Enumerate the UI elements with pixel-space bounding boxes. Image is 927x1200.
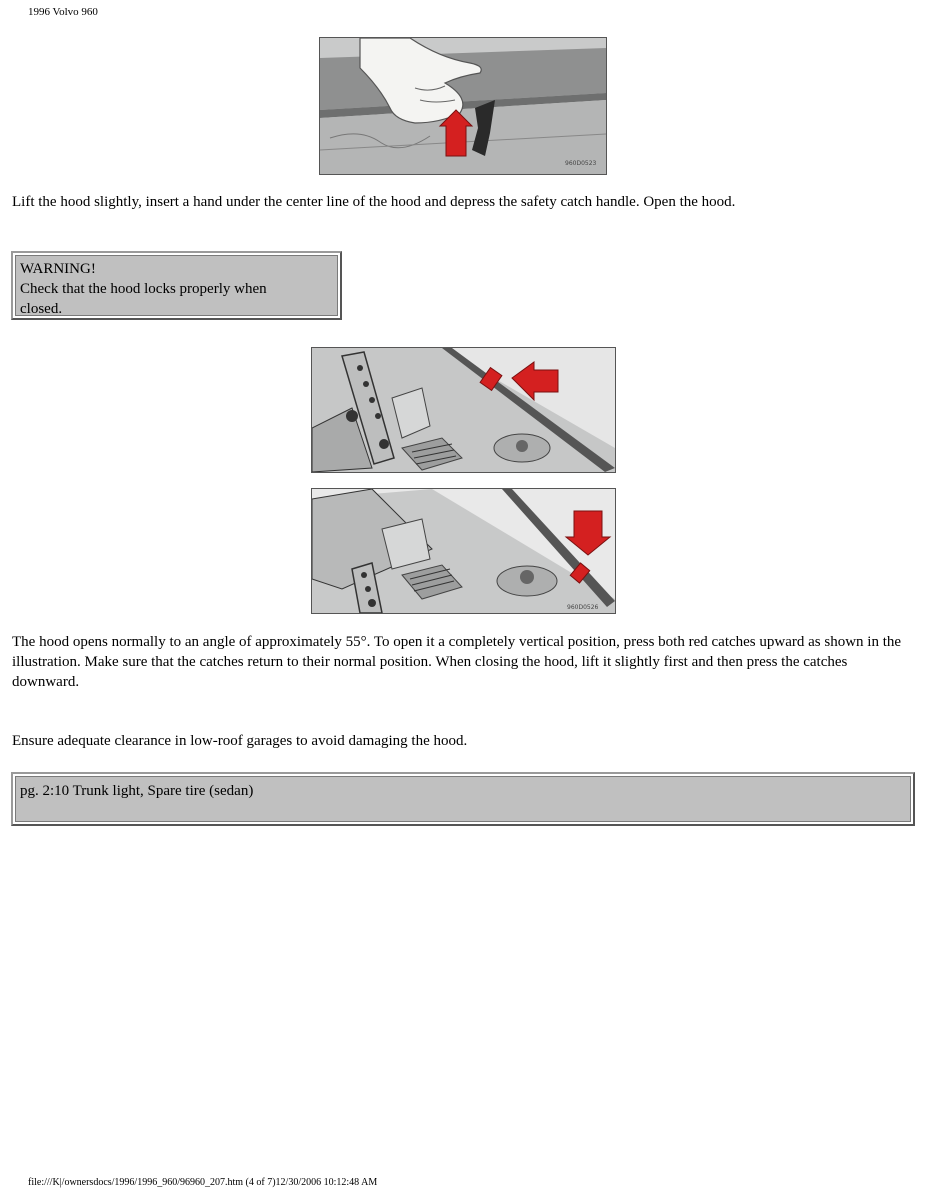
warning-line-1: Check that the hood locks properly when <box>20 281 267 297</box>
figure-code-label: 960D0523 <box>565 160 597 167</box>
page-header-title: 1996 Volvo 960 <box>28 6 98 18</box>
hood-hinge-catch-illustration-lower <box>311 488 616 614</box>
instruction-paragraph-3: Ensure adequate clearance in low-roof garages to avoid damaging the hood. <box>12 733 468 749</box>
hood-hinge-catch-illustration-upper <box>311 347 616 473</box>
next-page-nav-box <box>11 772 915 826</box>
next-page-link[interactable]: pg. 2:10 Trunk light, Spare tire (sedan) <box>20 783 254 799</box>
hood-safety-catch-illustration <box>319 37 607 175</box>
instruction-paragraph-2: The hood opens normally to an angle of approximately 55°. To open it a completely vertical position, press both red catches upward as shown in the illustration. Make sure that the catches return to their normal position. When closing the hood, lift it slightly first and then press the catches downward. <box>12 634 902 690</box>
warning-line-2: closed. <box>20 301 63 317</box>
hood-safety-catch-drawing <box>320 38 606 174</box>
hood-hinge-lower-drawing <box>312 489 615 613</box>
figure-code-label: 960D0526 <box>567 604 599 611</box>
page-footer-path: file:///K|/ownersdocs/1996/1996_960/96960_207.htm (4 of 7)12/30/2006 10:12:48 AM <box>28 1177 378 1188</box>
warning-title: WARNING! <box>20 261 96 277</box>
warning-box <box>11 251 342 320</box>
instruction-paragraph-1: Lift the hood slightly, insert a hand under the center line of the hood and depress the safety catch handle. Open the hood. <box>12 194 736 210</box>
hood-hinge-upper-drawing <box>312 348 615 472</box>
